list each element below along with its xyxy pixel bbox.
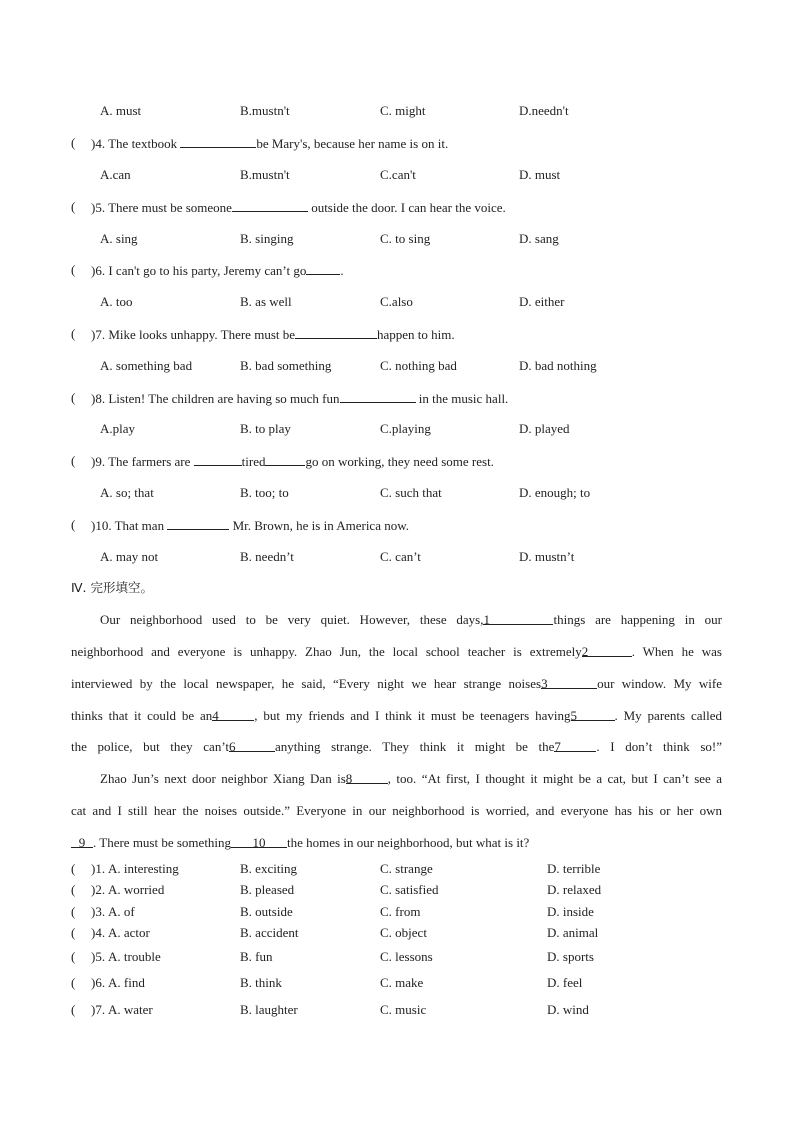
option-a: A. find — [108, 975, 145, 990]
option-b: B. singing — [240, 231, 294, 246]
option-d: D.needn't — [519, 103, 569, 118]
passage-blank[interactable]: 9 — [71, 835, 93, 848]
question-paren: ( — [71, 199, 76, 214]
option-b: B. fun — [240, 949, 273, 964]
answer-blank[interactable] — [265, 453, 305, 466]
option-d: D. terrible — [547, 861, 601, 876]
option-a: A.play — [100, 421, 136, 436]
answer-blank[interactable] — [340, 390, 416, 403]
passage-line: neighborhood and everyone is unhappy. Zhao Jun, the local school teacher is extremely2 . When he was — [71, 644, 722, 659]
option-b: B. needn’t — [240, 549, 294, 564]
passage-blank[interactable]: 4 — [212, 708, 254, 721]
question-paren: ( — [71, 453, 76, 468]
option-c: C. strange — [380, 861, 433, 876]
passage-line: Our neighborhood used to be very quiet. However, these days,1 things are happening in our — [100, 612, 722, 627]
option-a: A. too — [100, 294, 133, 309]
question-stem: )10. That man Mr. Brown, he is in America now. — [91, 518, 410, 533]
option-d: D. must — [519, 167, 561, 182]
passage-blank[interactable]: 2 — [582, 644, 632, 657]
option-c: C. from — [380, 904, 421, 919]
option-d: D. wind — [547, 1002, 589, 1017]
answer-blank[interactable] — [232, 199, 308, 212]
option-c: C. might — [380, 103, 426, 118]
question-paren: ( — [71, 925, 76, 940]
question-number: )7. — [91, 1002, 106, 1017]
question-stem: )4. The textbook be Mary's, because her name is on it. — [91, 136, 449, 151]
question-number: )4. — [91, 925, 106, 940]
answer-blank[interactable] — [295, 326, 377, 339]
answer-blank[interactable] — [180, 135, 256, 148]
passage-line: interviewed by the local newspaper, he said, “Every night we hear strange noises3 our window. My wife — [71, 676, 723, 691]
option-b: B. accident — [240, 925, 299, 940]
passage-blank[interactable]: 10 — [231, 835, 287, 848]
question-paren: ( — [71, 949, 76, 964]
answer-blank[interactable] — [306, 262, 340, 275]
option-a: A. of — [108, 904, 135, 919]
question-number: )1. — [91, 861, 106, 876]
option-b: B. to play — [240, 421, 291, 436]
passage-line: cat and I still hear the noises outside.” Everyone in our neighborhood is worried, and everyone has his or her own — [71, 803, 722, 818]
question-paren: ( — [71, 262, 76, 277]
option-b: B. bad something — [240, 358, 332, 373]
option-d: D. animal — [547, 925, 599, 940]
passage-blank[interactable]: 6 — [229, 739, 275, 752]
option-c: C. can’t — [380, 549, 421, 564]
question-paren: ( — [71, 390, 76, 405]
option-d: D. bad nothing — [519, 358, 597, 373]
option-a: A. interesting — [108, 861, 179, 876]
question-stem: )7. Mike looks unhappy. There must be happen to him. — [91, 327, 455, 342]
option-d: D. sang — [519, 231, 559, 246]
option-c: C. to sing — [380, 231, 431, 246]
option-c: C. satisfied — [380, 882, 439, 897]
question-stem: )5. There must be someone outside the door. I can hear the voice. — [91, 200, 506, 215]
passage-line: the police, but they can’t6 anything strange. They think it might be the7 . I don’t think so!” — [71, 739, 722, 754]
option-a: A. so; that — [100, 485, 154, 500]
option-b: B. laughter — [240, 1002, 298, 1017]
option-c: C.playing — [380, 421, 431, 436]
option-c: C. lessons — [380, 949, 433, 964]
option-a: A. something bad — [100, 358, 193, 373]
option-b: B. pleased — [240, 882, 295, 897]
option-d: D. relaxed — [547, 882, 602, 897]
question-number: )6. — [91, 975, 106, 990]
option-d: D. played — [519, 421, 570, 436]
option-a: A. worried — [108, 882, 165, 897]
option-c: C.can't — [380, 167, 416, 182]
question-paren: ( — [71, 882, 76, 897]
option-c: C. make — [380, 975, 424, 990]
question-paren: ( — [71, 975, 76, 990]
option-c: C. music — [380, 1002, 427, 1017]
option-a: A. trouble — [108, 949, 161, 964]
option-a: A.can — [100, 167, 131, 182]
option-a: A. must — [100, 103, 142, 118]
question-stem: )8. Listen! The children are having so much fun in the music hall. — [91, 391, 509, 406]
question-paren: ( — [71, 861, 76, 876]
question-stem: )9. The farmers are tired go on working, they need some rest. — [91, 454, 494, 469]
question-number: )2. — [91, 882, 106, 897]
option-c: C.also — [380, 294, 413, 309]
option-d: D. enough; to — [519, 485, 591, 500]
option-d: D. mustn’t — [519, 549, 575, 564]
option-b: B. as well — [240, 294, 292, 309]
question-paren: ( — [71, 135, 76, 150]
passage-line: thinks that it could be an4 , but my friends and I think it must be teenagers having5 . My parents called — [71, 708, 722, 723]
option-b: B. too; to — [240, 485, 289, 500]
option-b: B.mustn't — [240, 103, 290, 118]
option-b: B. exciting — [240, 861, 298, 876]
question-paren: ( — [71, 326, 76, 341]
option-b: B. outside — [240, 904, 293, 919]
passage-line: Zhao Jun’s next door neighbor Xiang Dan is8 , too. “At first, I thought it might be a cat, but I can’t see a — [100, 771, 722, 786]
option-c: C. nothing bad — [380, 358, 457, 373]
passage-blank[interactable]: 8 — [346, 771, 388, 784]
option-a: A. may not — [100, 549, 159, 564]
option-d: D. inside — [547, 904, 594, 919]
question-number: )3. — [91, 904, 106, 919]
question-paren: ( — [71, 517, 76, 532]
passage-blank[interactable]: 5 — [571, 708, 615, 721]
option-b: B. think — [240, 975, 282, 990]
option-d: D. feel — [547, 975, 583, 990]
passage-blank[interactable]: 7 — [554, 739, 596, 752]
passage-line: 9 . There must be something 10 the homes in our neighborhood, but what is it? — [71, 835, 529, 851]
answer-blank[interactable] — [194, 453, 242, 466]
question-paren: ( — [71, 1002, 76, 1017]
option-a: A. sing — [100, 231, 138, 246]
option-a: A. actor — [108, 925, 150, 940]
option-c: C. such that — [380, 485, 442, 500]
option-d: D. either — [519, 294, 565, 309]
passage-blank[interactable]: 3 — [541, 676, 597, 689]
section-title: Ⅳ. 完形填空。 — [71, 580, 153, 595]
question-number: )5. — [91, 949, 106, 964]
question-stem: )6. I can't go to his party, Jeremy can’t go . — [91, 263, 344, 278]
question-paren: ( — [71, 904, 76, 919]
option-a: A. water — [108, 1002, 153, 1017]
option-c: C. object — [380, 925, 427, 940]
option-d: D. sports — [547, 949, 594, 964]
option-b: B.mustn't — [240, 167, 290, 182]
passage-blank[interactable]: 1 — [483, 612, 553, 625]
answer-blank[interactable] — [167, 517, 229, 530]
